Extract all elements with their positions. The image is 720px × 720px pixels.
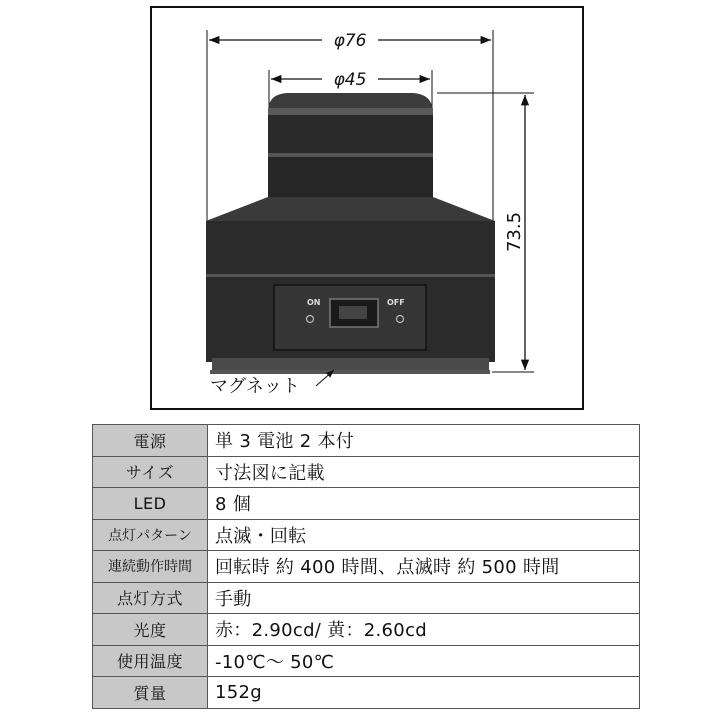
- spec-key: サイズ: [93, 456, 208, 488]
- spec-key: 光度: [93, 614, 208, 646]
- drawing-frame: [150, 6, 584, 410]
- table-row: [93, 677, 640, 709]
- spec-value: 8 個: [208, 488, 640, 520]
- spec-value: -10℃～ 50℃: [208, 645, 640, 677]
- beacon-illustration: [206, 93, 495, 374]
- magnet-label: マグネット: [210, 376, 300, 397]
- spec-key: 使用温度: [93, 645, 208, 677]
- dim-inner-label: φ45: [333, 70, 367, 90]
- spec-value: 寸法図に記載: [208, 456, 640, 488]
- table-row: [93, 425, 640, 457]
- magnet-callout: [210, 370, 334, 397]
- spec-value: 152g: [208, 677, 640, 709]
- spec-value: 赤：2.90cd/ 黄：2.60cd: [208, 614, 640, 646]
- table-row: [93, 551, 640, 583]
- spec-key: LED: [93, 488, 208, 520]
- spec-key: 電源: [93, 425, 208, 457]
- switch-on-label: ON: [307, 298, 321, 307]
- table-row: [93, 488, 640, 520]
- table-row: [93, 519, 640, 551]
- table-row: [93, 582, 640, 614]
- spec-key: 点灯方式: [93, 582, 208, 614]
- spec-value: 回転時 約 400 時間、点滅時 約 500 時間: [208, 551, 640, 583]
- dim-height-label: 73.5: [504, 211, 525, 253]
- dimension-drawing: [152, 8, 582, 408]
- spec-key: 点灯パターン: [93, 519, 208, 551]
- spec-value: 単 3 電池 2 本付: [208, 425, 640, 457]
- table-row: [93, 645, 640, 677]
- switch-off-label: OFF: [387, 298, 405, 307]
- spec-value: 点滅・回転: [208, 519, 640, 551]
- spec-table: [92, 424, 640, 709]
- table-row: [93, 614, 640, 646]
- dim-outer-label: φ76: [333, 31, 367, 51]
- spec-key: 質量: [93, 677, 208, 709]
- spec-value: 手動: [208, 582, 640, 614]
- table-row: [93, 456, 640, 488]
- spec-key: 連続動作時間: [93, 551, 208, 583]
